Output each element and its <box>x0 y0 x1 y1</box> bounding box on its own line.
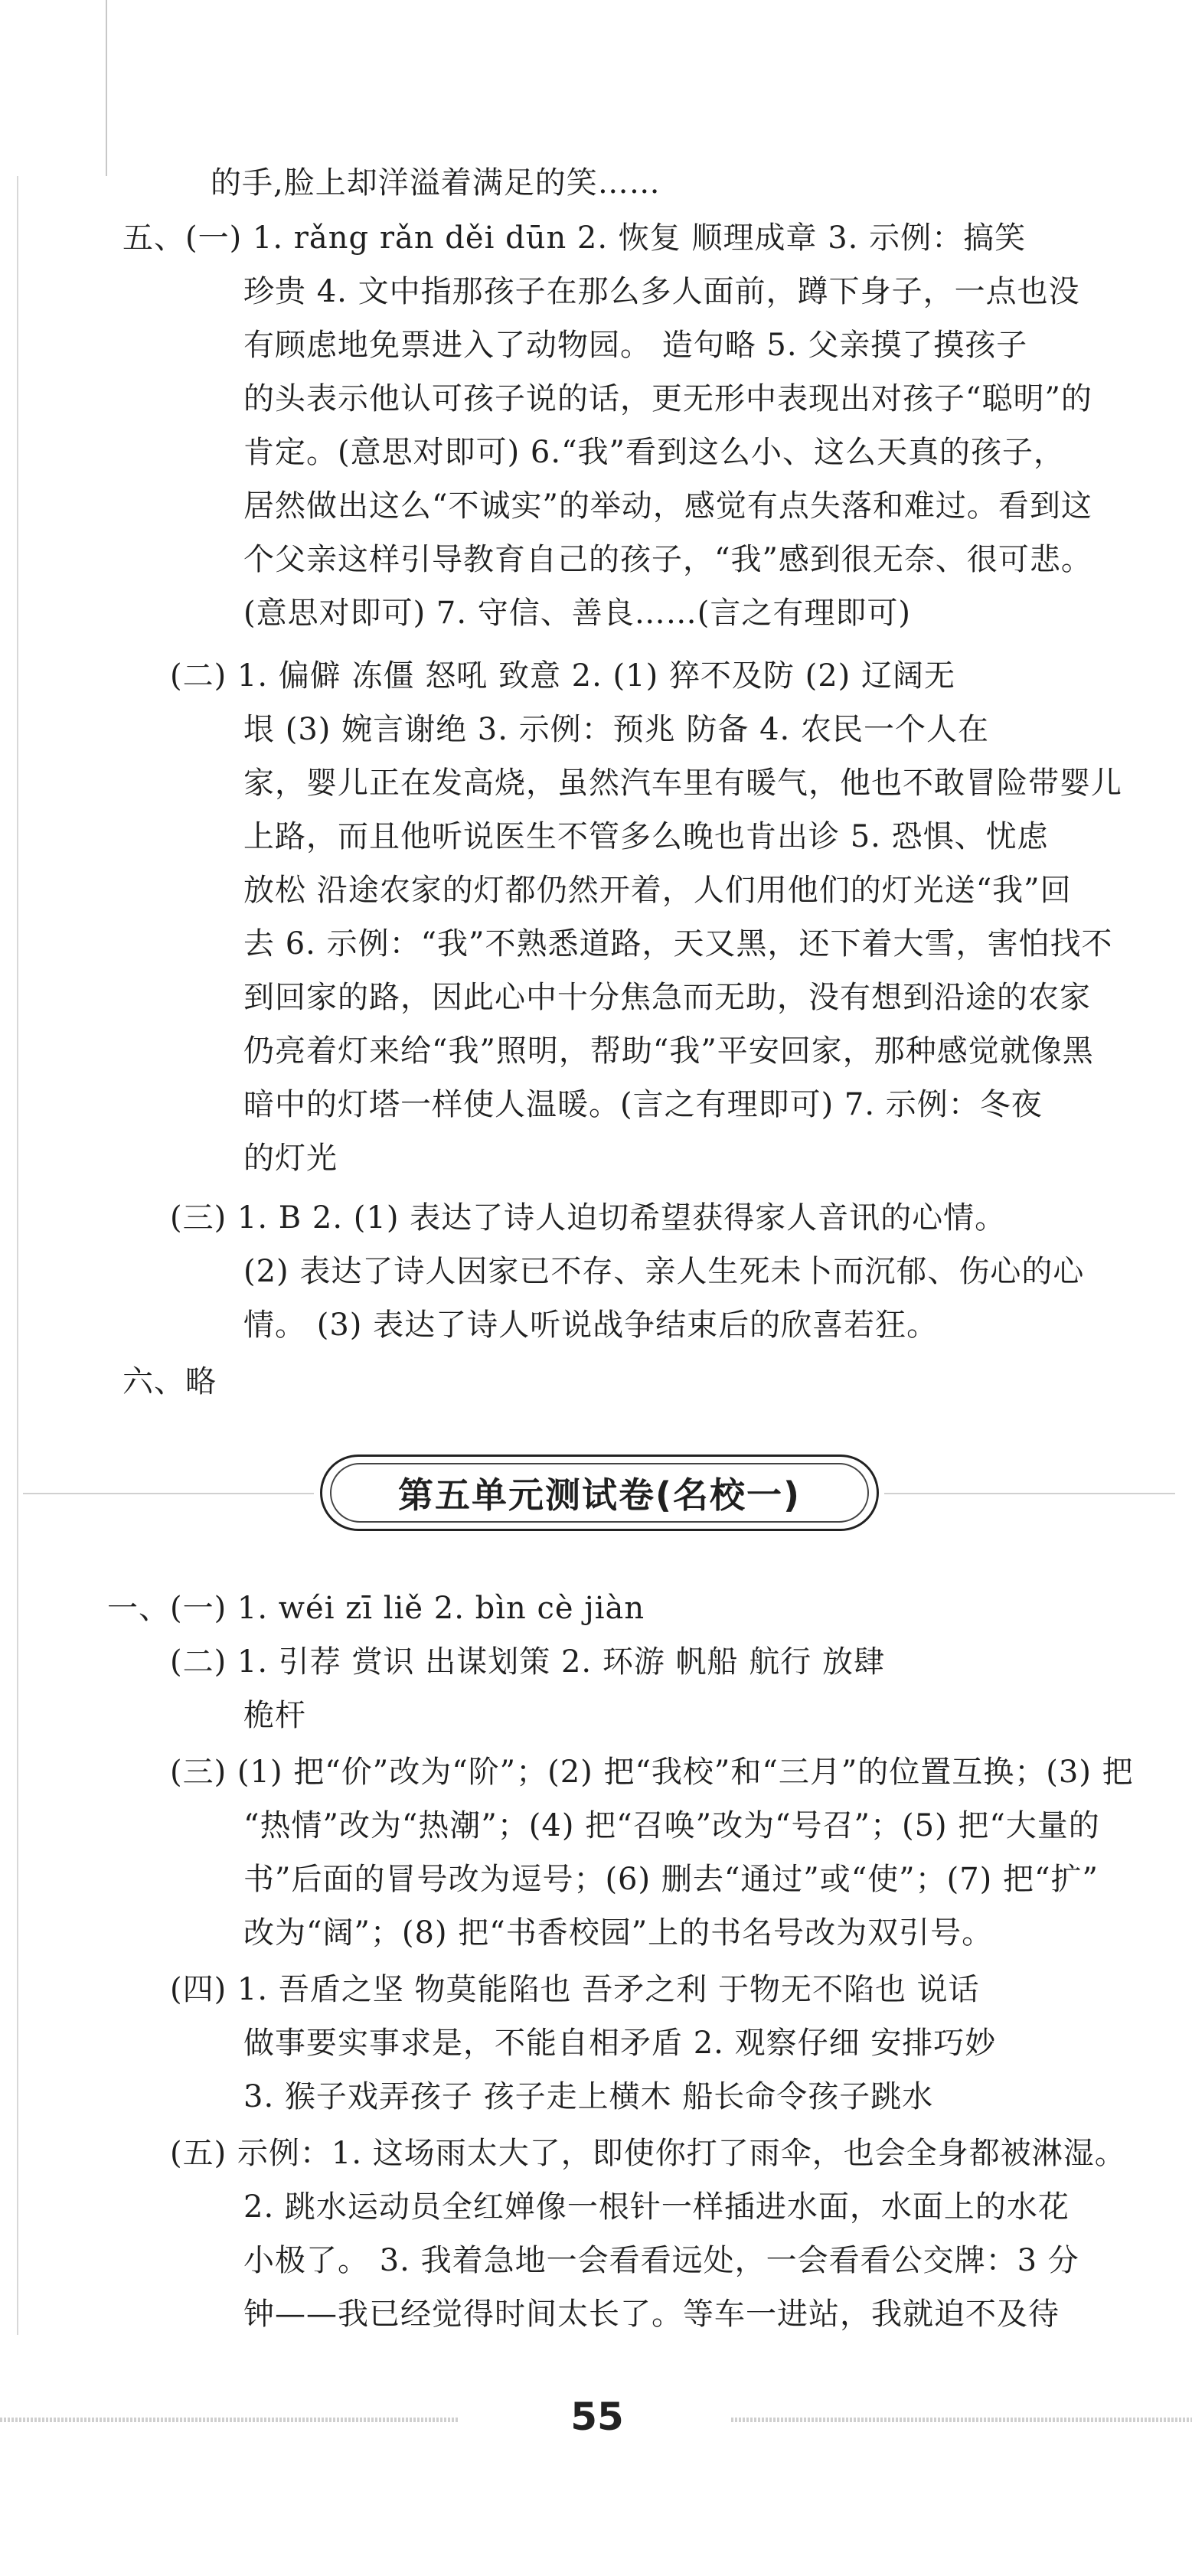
title-rule-left <box>23 1493 314 1494</box>
text-line: 书”后面的冒号改为逗号；(6) 删去“通过”或“使”；(7) 把“扩” <box>243 1862 1099 1897</box>
text-line: (2) 表达了诗人因家已不存、亲人生死未卜而沉郁、伤心的心 <box>243 1254 1085 1289</box>
text-line: 2. 跳水运动员全红婵像一根针一样插进水面，水面上的水花 <box>243 2189 1070 2225</box>
text-line: 垠 (3) 婉言谢绝 3. 示例：预兆 防备 4. 农民一个人在 <box>243 712 989 747</box>
text-line: 一、(一) 1. wéi zī liě 2. bìn cè jiàn <box>107 1591 645 1626</box>
text-line: 做事要实事求是，不能自相矛盾 2. 观察仔细 安排巧妙 <box>243 2026 997 2061</box>
text-line: (意思对即可) 7. 守信、善良……(言之有理即可) <box>243 596 912 631</box>
text-line: (二) 1. 引荐 赏识 出谋划策 2. 环游 帆船 航行 放肆 <box>170 1644 885 1680</box>
text-line: 到回家的路，因此心中十分焦急而无助，没有想到沿途的农家 <box>243 980 1091 1015</box>
text-line: 的手,脸上却洋溢着满足的笑…… <box>211 165 661 201</box>
text-line: “热情”改为“热潮”；(4) 把“召唤”改为“号召”；(5) 把“大量的 <box>243 1808 1100 1843</box>
text-line: (五) 示例：1. 这场雨太大了，即使你打了雨伞，也会全身都被淋湿。 <box>170 2136 1126 2171</box>
text-line: 家，婴儿正在发高烧，虽然汽车里有暖气，他也不敢冒险带婴儿 <box>243 766 1122 801</box>
text-line: 居然做出这么“不诚实”的举动，感觉有点失落和难过。看到这 <box>243 488 1092 524</box>
text-line: 上路，而且他听说医生不管多么晚也肯出诊 5. 恐惧、忧虑 <box>243 819 1049 854</box>
text-line: 改为“阔”；(8) 把“书香校园”上的书名号改为双引号。 <box>243 1915 994 1951</box>
page-number: 55 <box>570 2395 624 2439</box>
left-margin-rule <box>17 176 18 2335</box>
text-line: 仍亮着灯来给“我”照明，帮助“我”平安回家，那种感觉就像黑 <box>243 1033 1094 1069</box>
text-line: (三) (1) 把“价”改为“阶”；(2) 把“我校”和“三月”的位置互换；(3) 把 <box>170 1755 1134 1790</box>
text-line: 暗中的灯塔一样使人温暖。(言之有理即可) 7. 示例：冬夜 <box>243 1087 1043 1122</box>
text-line: 六、略 <box>122 1364 217 1399</box>
footer-rule-left <box>0 2418 459 2422</box>
text-line: 3. 猴子戏弄孩子 孩子走上横木 船长命令孩子跳水 <box>243 2079 934 2114</box>
top-margin-rule <box>106 0 107 176</box>
text-line: 钟——我已经觉得时间太长了。等车一进站，我就迫不及待 <box>243 2297 1060 2332</box>
text-line: 的头表示他认可孩子说的话，更无形中表现出对孩子“聪明”的 <box>243 381 1092 416</box>
title-rule-right <box>884 1493 1175 1494</box>
text-line: 的灯光 <box>243 1141 338 1176</box>
text-line: 情。 (3) 表达了诗人听说战争结束后的欣喜若狂。 <box>243 1308 939 1343</box>
section-title-box <box>320 1455 879 1531</box>
text-line: 桅杆 <box>243 1698 306 1733</box>
text-line: 有顾虑地免票进入了动物园。 造句略 5. 父亲摸了摸孩子 <box>243 328 1028 363</box>
text-line: 珍贵 4. 文中指那孩子在那么多人面前，蹲下身子，一点也没 <box>243 274 1080 309</box>
text-line: 小极了。 3. 我着急地一会看看远处，一会看看公交牌：3 分 <box>243 2243 1079 2278</box>
section-title: 第五单元测试卷(名校一) <box>397 1474 802 1516</box>
text-line: 放松 沿途农家的灯都仍然开着，人们用他们的灯光送“我”回 <box>243 873 1072 908</box>
text-line: 去 6. 示例：“我”不熟悉道路，天又黑，还下着大雪，害怕找不 <box>243 926 1113 962</box>
footer-rule-right <box>731 2418 1192 2422</box>
text-line: 个父亲这样引导教育自己的孩子，“我”感到很无奈、很可悲。 <box>243 542 1092 577</box>
text-line: (二) 1. 偏僻 冻僵 怒吼 致意 2. (1) 猝不及防 (2) 辽阔无 <box>170 658 956 694</box>
text-line: 五、(一) 1. rǎng rǎn děi dūn 2. 恢复 顺理成章 3. 示例：搞笑 <box>122 220 1027 256</box>
text-line: 肯定。(意思对即可) 6.“我”看到这么小、这么天真的孩子， <box>243 435 1065 470</box>
text-line: (四) 1. 吾盾之坚 物莫能陷也 吾矛之利 于物无不陷也 说话 <box>170 1972 980 2007</box>
text-line: (三) 1. B 2. (1) 表达了诗人迫切希望获得家人音讯的心情。 <box>170 1200 1007 1236</box>
